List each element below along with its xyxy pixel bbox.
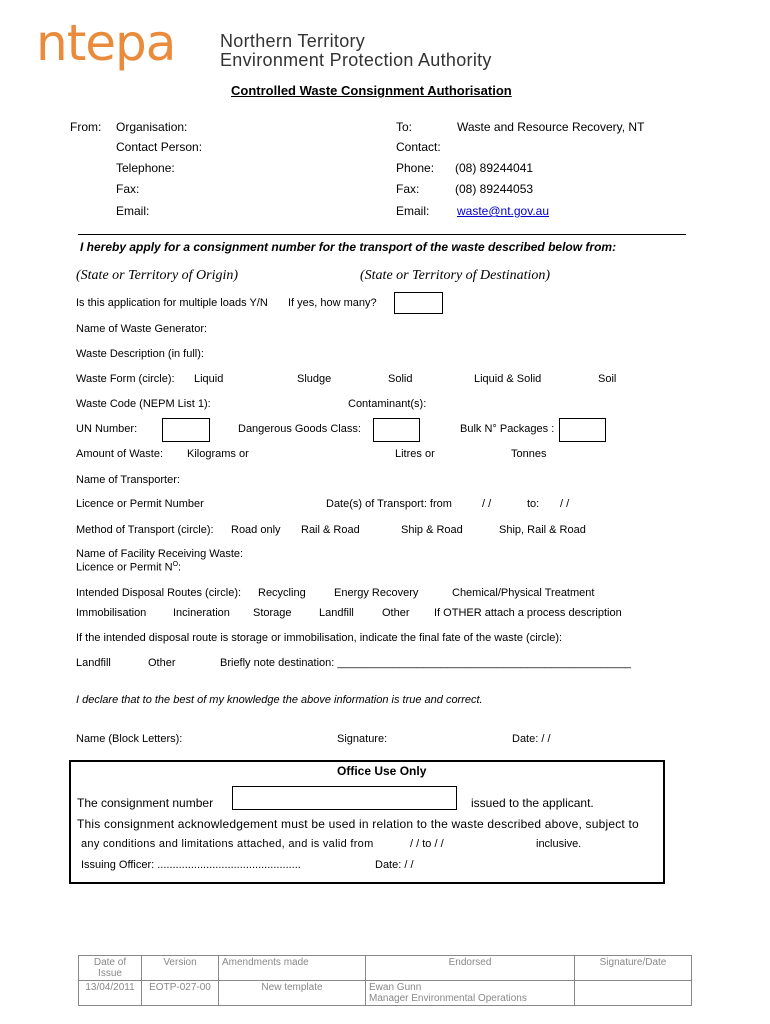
waste-form-sludge[interactable]: Sludge — [297, 373, 332, 385]
dg-class-box[interactable] — [373, 418, 420, 442]
method-ship-road[interactable]: Ship & Road — [401, 524, 463, 536]
logo-line-2: Environment Protection Authority — [220, 50, 492, 70]
cell-endorsed — [366, 981, 575, 1006]
date-label: Date: / / — [512, 733, 551, 745]
bulk-packages-label: Bulk N° Packages : — [460, 423, 555, 435]
transport-dates-label: Date(s) of Transport: from — [326, 498, 452, 510]
to-phone-label: Phone: — [396, 161, 435, 175]
disposal-other-note: If OTHER attach a process description — [434, 607, 622, 619]
divider-line — [78, 234, 686, 235]
office-use-heading: Office Use Only — [337, 764, 427, 778]
amount-label: Amount of Waste: — [76, 448, 164, 460]
waste-code-label: Waste Code (NEPM List 1): — [76, 398, 211, 410]
disposal-incineration[interactable]: Incineration — [173, 607, 230, 619]
to-phone-value: (08) 89244041 — [455, 161, 534, 175]
licence-label: Licence or Permit Number — [76, 498, 204, 510]
fate-destination-note: Briefly note destination: ________________________________________________ — [220, 657, 632, 669]
issued-label: issued to the applicant. — [471, 796, 594, 810]
name-block-label: Name (Block Letters): — [76, 733, 183, 745]
to-organisation: Waste and Resource Recovery, NT — [457, 120, 645, 134]
contact-person-label: Contact Person: — [116, 140, 203, 154]
method-road-only[interactable]: Road only — [231, 524, 281, 536]
to-contact-label: Contact: — [396, 140, 441, 154]
waste-form-label: Waste Form (circle): — [76, 373, 175, 385]
bulk-packages-box[interactable] — [559, 418, 606, 442]
document-control-table — [78, 955, 692, 1006]
ntepa-logo: ntepa — [36, 14, 176, 72]
signature-label: Signature: — [337, 733, 388, 745]
waste-form-liquid[interactable]: Liquid — [194, 373, 224, 385]
logo-line-1: Northern Territory — [220, 31, 366, 51]
disposal-landfill[interactable]: Landfill — [319, 607, 354, 619]
waste-form-liquid-solid[interactable]: Liquid & Solid — [474, 373, 542, 385]
amount-litres: Litres or — [395, 448, 435, 460]
transport-from-slashes: / / — [482, 498, 492, 510]
fax-label: Fax: — [116, 182, 140, 196]
disposal-recycling[interactable]: Recycling — [258, 587, 306, 599]
organisation-label: Organisation: — [116, 120, 188, 134]
disposal-storage[interactable]: Storage — [253, 607, 292, 619]
cell-amendments: New template — [219, 981, 366, 1006]
disposal-other[interactable]: Other — [382, 607, 410, 619]
form-title: Controlled Waste Consignment Authorisation — [231, 83, 512, 98]
to-email-link[interactable]: waste@nt.gov.au — [457, 204, 550, 218]
disposal-label: Intended Disposal Routes (circle): — [76, 587, 242, 599]
amount-kilograms: Kilograms or — [187, 448, 249, 460]
fate-other[interactable]: Other — [148, 657, 176, 669]
header-version: Version — [142, 956, 219, 981]
inclusive-label: inclusive. — [536, 838, 582, 850]
header-amendments: Amendments made — [219, 956, 366, 981]
to-email-label: Email: — [396, 204, 430, 218]
multiple-loads-question: Is this application for multiple loads Y/N — [76, 297, 268, 309]
method-rail-road[interactable]: Rail & Road — [301, 524, 360, 536]
to-fax-value: (08) 89244053 — [455, 182, 534, 196]
header-signature-date: Signature/Date — [575, 956, 692, 981]
facility-licence-label: Licence or Permit $N^O$: — [76, 561, 182, 574]
un-number-box[interactable] — [162, 418, 210, 442]
consignment-number-label: The consignment number — [77, 796, 214, 810]
waste-description-label: Waste Description (in full): — [76, 348, 204, 360]
destination-label: (State or Territory of Destination) — [360, 268, 551, 283]
telephone-label: Telephone: — [116, 161, 175, 175]
valid-dates: / / to / / — [410, 838, 444, 850]
cell-date-of-issue: 13/04/2011 — [79, 981, 142, 1006]
disposal-chemical-physical[interactable]: Chemical/Physical Treatment — [452, 587, 595, 599]
transport-to-slashes: / / — [560, 498, 570, 510]
waste-form-solid[interactable]: Solid — [388, 373, 413, 385]
transport-to-label: to: — [527, 498, 540, 510]
how-many-box[interactable] — [394, 292, 443, 314]
un-number-label: UN Number: — [76, 423, 138, 435]
method-ship-rail-road[interactable]: Ship, Rail & Road — [499, 524, 586, 536]
issuing-date-label: Date: / / — [375, 859, 414, 871]
cell-version: EOTP-027-00 — [142, 981, 219, 1006]
method-label: Method of Transport (circle): — [76, 524, 214, 536]
how-many-label: If yes, how many? — [288, 297, 377, 309]
endorsed-name: Ewan Gunn — [369, 982, 422, 993]
header-date-of-issue: Date of Issue — [79, 956, 142, 981]
consignment-number-box[interactable] — [232, 786, 457, 810]
declaration-text: I declare that to the best of my knowledge the above information is true and correct. — [76, 694, 483, 706]
facility-name-label: Name of Facility Receiving Waste: — [76, 548, 244, 560]
disposal-energy-recovery[interactable]: Energy Recovery — [334, 587, 419, 599]
conditions-text: any conditions and limitations attached, and is valid from — [81, 838, 374, 850]
from-label: From: — [70, 120, 102, 134]
header-endorsed: Endorsed — [366, 956, 575, 981]
issuing-officer-label: Issuing Officer: ............................................... — [81, 859, 301, 871]
dg-class-label: Dangerous Goods Class: — [238, 423, 361, 435]
apply-statement: I hereby apply for a consignment number for the transport of the waste described below from: — [80, 240, 617, 254]
acknowledgement-text: This consignment acknowledgement must be used in relation to the waste described above, subject to — [77, 817, 639, 831]
amount-tonnes: Tonnes — [511, 448, 547, 460]
waste-generator-label: Name of Waste Generator: — [76, 323, 208, 335]
endorsed-title: Manager Environmental Operations — [369, 993, 527, 1004]
to-fax-label: Fax: — [396, 182, 420, 196]
disposal-immobilisation[interactable]: Immobilisation — [76, 607, 147, 619]
to-label: To: — [396, 120, 413, 134]
transporter-label: Name of Transporter: — [76, 474, 180, 486]
waste-form-soil[interactable]: Soil — [598, 373, 617, 385]
cell-signature-date — [575, 981, 692, 1006]
email-label: Email: — [116, 204, 150, 218]
fate-landfill[interactable]: Landfill — [76, 657, 111, 669]
contaminants-label: Contaminant(s): — [348, 398, 427, 410]
origin-label: (State or Territory of Origin) — [76, 268, 239, 283]
final-fate-label: If the intended disposal route is storage or immobilisation, indicate the final fate of the waste (circle): — [76, 632, 563, 644]
